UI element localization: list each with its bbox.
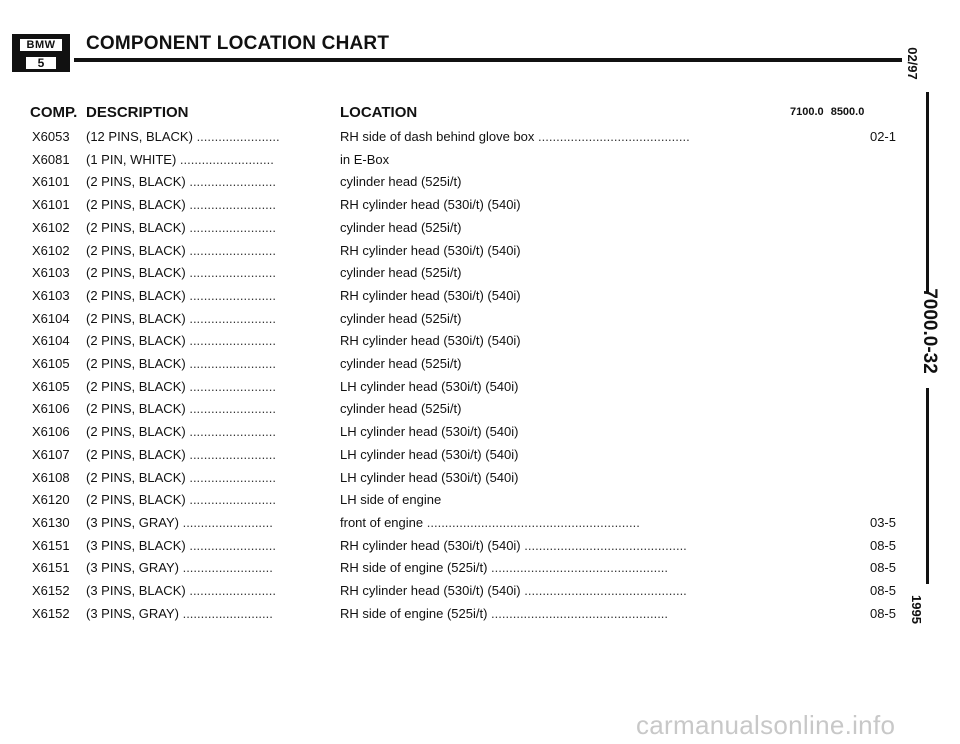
dot-leader: ........................ (189, 537, 277, 553)
component-code: X6105 (32, 356, 70, 371)
table-row (0, 356, 960, 378)
component-location: LH cylinder head (530i/t) (540i) (340, 424, 519, 440)
component-code: X6106 (32, 424, 70, 440)
component-location: LH cylinder head (530i/t) (540i) (340, 446, 519, 462)
table-row (0, 424, 960, 446)
component-code: X6102 (32, 219, 70, 235)
component-location: LH side of engine (340, 492, 442, 508)
component-code: X6107 (32, 446, 70, 462)
table-row (0, 515, 960, 537)
component-location: cylinder head (525i/t) (340, 401, 462, 417)
column-header-description: DESCRIPTION (86, 104, 189, 121)
table-row (0, 333, 960, 355)
column-header-reference: 7100.0 8500.0 (790, 106, 865, 118)
dot-leader: ............................................. (524, 537, 687, 553)
component-description: (3 PINS, GRAY) ......................... (86, 560, 273, 576)
component-description: (2 PINS, BLACK) ........................ (86, 424, 277, 440)
dot-leader: ........................ (189, 401, 277, 417)
component-location: cylinder head (525i/t) (340, 219, 462, 235)
component-description: (2 PINS, BLACK) ........................ (86, 492, 277, 508)
component-description: (2 PINS, BLACK) ........................ (86, 287, 277, 303)
dot-leader: ........................ (189, 469, 277, 485)
margin-rule-top (926, 92, 929, 292)
table-row (0, 606, 960, 628)
component-location: cylinder head (525i/t) (340, 174, 462, 190)
component-reference: 08-5 (869, 605, 896, 621)
component-location: RH side of engine (525i/t) ................................................. (340, 560, 669, 576)
table-row (0, 470, 960, 492)
component-code: X6053 (32, 129, 70, 144)
component-code: X6101 (32, 174, 70, 190)
component-reference: 08-5 (869, 560, 896, 576)
title-rule (74, 58, 902, 62)
component-description: (1 PIN, WHITE) .......................... (86, 151, 274, 167)
logo-bmw-text: BMW (20, 39, 62, 51)
component-code: X6105 (32, 378, 70, 394)
dot-leader: ........................................................... (426, 514, 640, 530)
dot-leader: ........................ (189, 333, 277, 349)
dot-leader: .......................................... (538, 129, 690, 144)
component-description: (3 PINS, BLACK) ........................ (86, 537, 277, 553)
component-description: (12 PINS, BLACK) ....................... (86, 129, 280, 144)
component-location: RH side of dash behind glove box .......................................... (340, 129, 690, 144)
component-description: (2 PINS, BLACK) ........................ (86, 333, 277, 349)
component-code: X6103 (32, 287, 70, 303)
component-code: X6103 (32, 265, 70, 281)
component-description: (2 PINS, BLACK) ........................ (86, 356, 277, 371)
component-description: (2 PINS, BLACK) ........................ (86, 469, 277, 485)
component-code: X6108 (32, 469, 70, 485)
component-description: (2 PINS, BLACK) ........................ (86, 310, 277, 326)
table-row (0, 538, 960, 560)
table-row (0, 265, 960, 287)
table-row (0, 311, 960, 333)
dot-leader: ........................ (189, 287, 277, 303)
dot-leader: ........................ (189, 424, 277, 440)
dot-leader: ............................................. (524, 583, 687, 598)
dot-leader: ................................................. (491, 605, 669, 621)
component-location: RH cylinder head (530i/t) (540i) ............................................. (340, 537, 687, 553)
logo-series-text: 5 (26, 57, 56, 69)
component-reference: 08-5 (869, 537, 896, 553)
table-row (0, 129, 960, 151)
component-location: RH cylinder head (530i/t) (540i) (340, 197, 521, 213)
component-location: cylinder head (525i/t) (340, 265, 462, 281)
component-description: (3 PINS, BLACK) ........................ (86, 583, 277, 598)
dot-leader: ......................... (182, 560, 273, 576)
component-code: X6081 (32, 151, 70, 167)
dot-leader: ........................ (189, 242, 277, 258)
watermark: carmanualsonline.info (636, 710, 896, 740)
component-location: RH cylinder head (530i/t) (540i) (340, 333, 521, 349)
dot-leader: ........................ (189, 583, 277, 598)
component-location: cylinder head (525i/t) (340, 310, 462, 326)
component-location: RH cylinder head (530i/t) (540i) (340, 287, 521, 303)
component-reference: 03-5 (869, 514, 896, 530)
component-location: RH cylinder head (530i/t) (540i) ............................................. (340, 583, 687, 598)
component-code: X6130 (32, 514, 70, 530)
component-reference: 08-5 (869, 583, 896, 598)
table-row (0, 220, 960, 242)
dot-leader: ........................ (189, 219, 277, 235)
component-code: X6101 (32, 197, 70, 213)
dot-leader: ........................ (189, 378, 277, 394)
margin-date: 02/97 (904, 47, 920, 80)
dot-leader: .......................... (179, 151, 274, 167)
component-location: RH cylinder head (530i/t) (540i) (340, 242, 521, 258)
component-code: X6104 (32, 310, 70, 326)
column-header-comp: COMP. (30, 104, 78, 121)
component-location: in E-Box (340, 151, 390, 167)
component-location: cylinder head (525i/t) (340, 356, 462, 371)
table-row (0, 379, 960, 401)
table-row (0, 560, 960, 582)
table-row (0, 447, 960, 469)
component-code: X6106 (32, 401, 70, 417)
table-row (0, 243, 960, 265)
component-code: X6104 (32, 333, 70, 349)
dot-leader: ......................... (182, 514, 273, 530)
component-reference: 02-1 (869, 129, 896, 144)
dot-leader: ....................... (196, 129, 280, 144)
component-description: (3 PINS, GRAY) ......................... (86, 514, 273, 530)
component-code: X6151 (32, 537, 70, 553)
dot-leader: ........................ (189, 356, 277, 371)
dot-leader: ........................ (189, 446, 277, 462)
bmw-5-logo (12, 34, 70, 72)
dot-leader: ........................ (189, 492, 277, 508)
component-code: X6152 (32, 583, 70, 598)
component-description: (3 PINS, GRAY) ......................... (86, 605, 273, 621)
dot-leader: ........................ (189, 310, 277, 326)
dot-leader: ........................ (189, 197, 277, 213)
component-location: LH cylinder head (530i/t) (540i) (340, 469, 519, 485)
component-description: (2 PINS, BLACK) ........................ (86, 242, 277, 258)
table-row (0, 583, 960, 605)
component-description: (2 PINS, BLACK) ........................ (86, 401, 277, 417)
component-description: (2 PINS, BLACK) ........................ (86, 446, 277, 462)
table-row (0, 197, 960, 219)
dot-leader: ................................................. (491, 560, 669, 576)
table-row (0, 174, 960, 196)
table-row (0, 492, 960, 514)
margin-page-number: 7000.0-32 (919, 288, 940, 374)
table-row (0, 152, 960, 174)
page-title: COMPONENT LOCATION CHART (86, 33, 390, 54)
component-code: X6120 (32, 492, 70, 508)
margin-year: 1995 (908, 595, 924, 624)
dot-leader: ........................ (189, 265, 277, 281)
component-location: front of engine ........................................................... (340, 514, 640, 530)
component-code: X6102 (32, 242, 70, 258)
column-header-location: LOCATION (340, 104, 418, 121)
component-description: (2 PINS, BLACK) ........................ (86, 174, 277, 190)
component-location: LH cylinder head (530i/t) (540i) (340, 378, 519, 394)
component-location: RH side of engine (525i/t) ................................................. (340, 605, 669, 621)
component-code: X6151 (32, 560, 70, 576)
component-description: (2 PINS, BLACK) ........................ (86, 265, 277, 281)
margin-rule-bottom (926, 388, 929, 584)
table-row (0, 401, 960, 423)
dot-leader: ......................... (182, 605, 273, 621)
component-description: (2 PINS, BLACK) ........................ (86, 197, 277, 213)
component-code: X6152 (32, 605, 70, 621)
dot-leader: ........................ (189, 174, 277, 190)
component-description: (2 PINS, BLACK) ........................ (86, 219, 277, 235)
component-description: (2 PINS, BLACK) ........................ (86, 378, 277, 394)
table-row (0, 288, 960, 310)
